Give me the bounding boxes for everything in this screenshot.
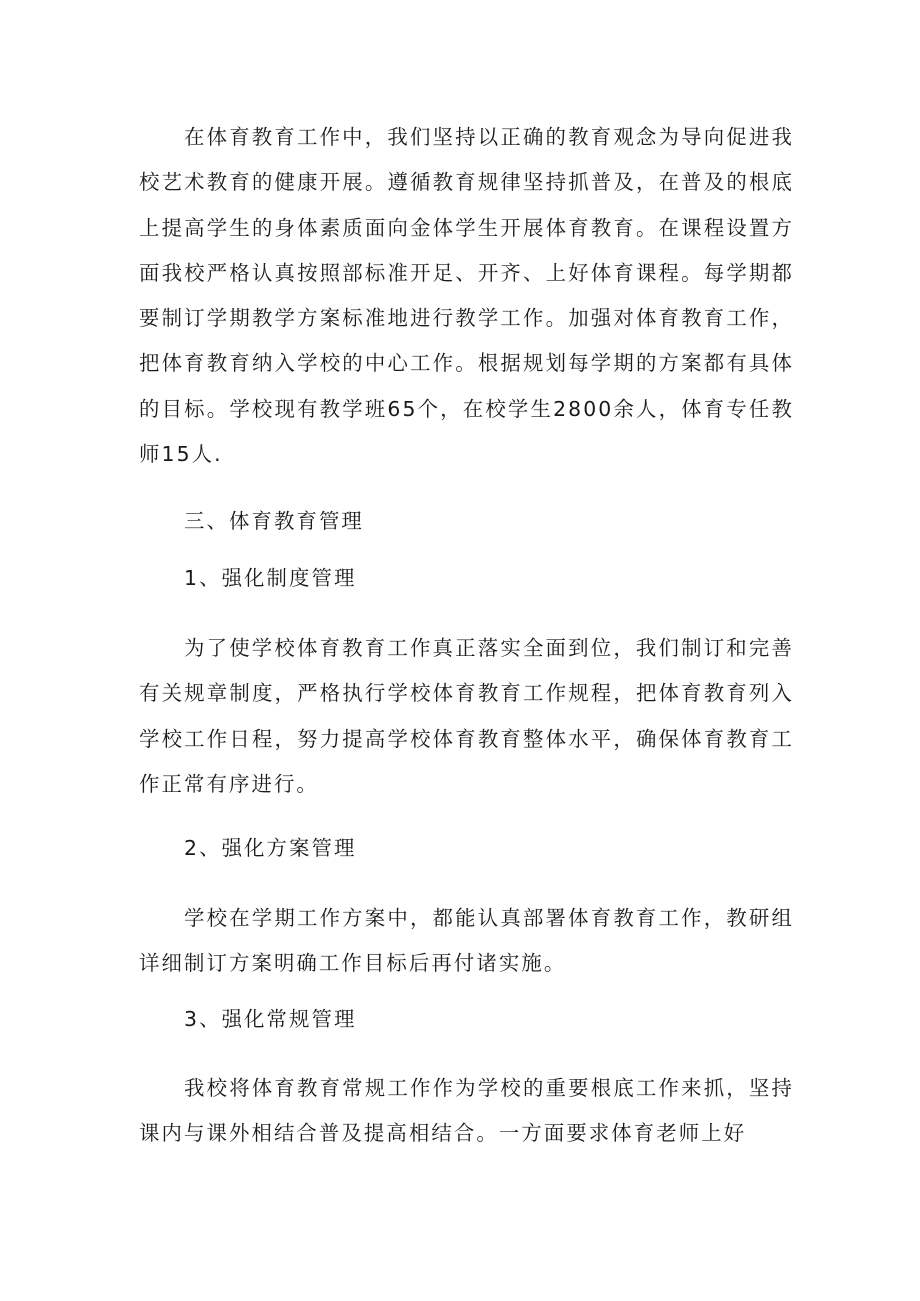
intro-paragraph: 在体育教育工作中，我们坚持以正确的教育观念为导向促进我校艺术教育的健康开展。遵循教育规律坚持抓普及，在普及的根底上提高学生的身体素质面向金体学生开展体育教育。在课程设置方面我校严格认真按照部标准开足、开齐、上好体育课程。每学期都要制订学期教学方案标准地进行教学工作。加强对体育教育工作，把体育教育纳入学校的中心工作。根据规划每学期的方案都有具体的目标。学校现有教学班65个，在校学生2800余人，体育专任教师15人.	[139, 125, 794, 467]
section-heading-management: 三、体育教育管理	[184, 509, 364, 533]
subheading-system-management: 1、强化制度管理	[184, 566, 357, 590]
subheading-plan-management: 2、强化方案管理	[184, 836, 357, 860]
routine-management-paragraph: 我校将体育教育常规工作作为学校的重要根底工作来抓，坚持课内与课外相结合普及提高相结合。一方面要求体育老师上好	[139, 1076, 794, 1146]
system-management-paragraph: 为了使学校体育教育工作真正落实全面到位，我们制订和完善有关规章制度，严格执行学校体育教育工作规程，把体育教育列入学校工作日程，努力提高学校体育教育整体水平，确保体育教育工作正常有序进行。	[139, 636, 794, 796]
plan-management-paragraph: 学校在学期工作方案中，都能认真部署体育教育工作，教研组详细制订方案明确工作目标后再付诸实施。	[139, 906, 794, 976]
subheading-routine-management: 3、强化常规管理	[184, 1007, 357, 1031]
